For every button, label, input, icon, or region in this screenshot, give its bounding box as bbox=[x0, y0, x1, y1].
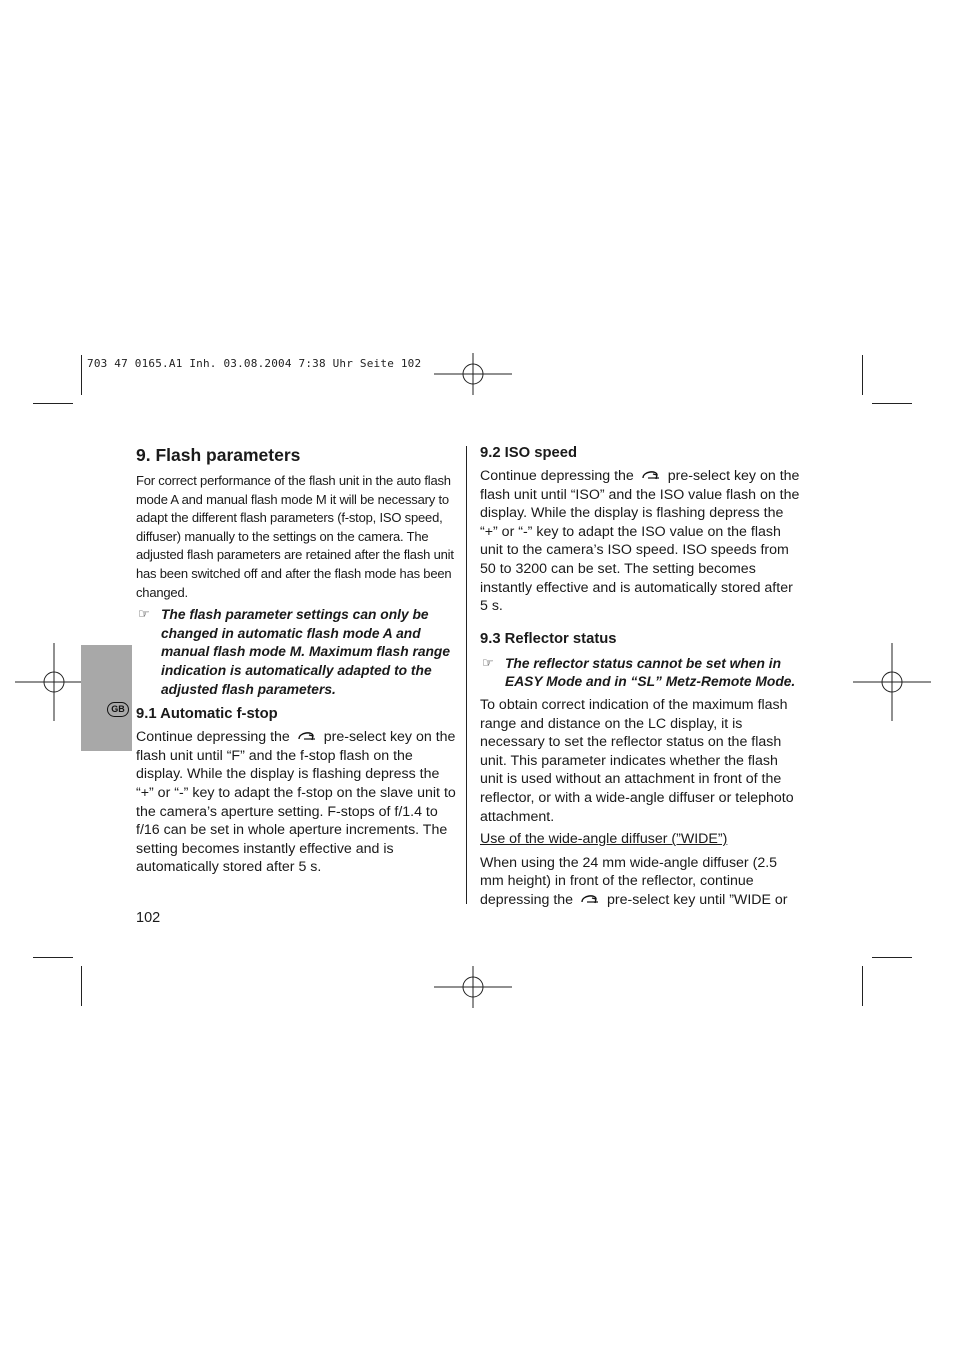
left-column bbox=[136, 444, 458, 877]
registration-mark-top bbox=[434, 335, 512, 413]
crop-mark-top-right-vertical bbox=[862, 355, 863, 395]
paragraph-reflector-status: To obtain correct indication of the maximum flash range and distance on the LC display, it is necessary to set the reflector status on the flash unit. This parameter indicates whether the flash unit is used without an attachment in front of the reflector, or with a wide-angle diffuser or telephoto attachment. bbox=[480, 696, 794, 825]
iso-text-start: Continue depressing the bbox=[480, 468, 634, 484]
rotate-arrow-key-icon bbox=[579, 893, 601, 905]
page-number: 102 bbox=[136, 910, 161, 926]
crop-mark-top-left-horizontal bbox=[33, 403, 73, 404]
subheading-reflector-status: 9.3 Reflector status bbox=[480, 630, 617, 647]
pointing-hand-icon: ☞ bbox=[482, 654, 494, 670]
print-slug: 703 47 0165.A1 Inh. 03.08.2004 7:38 Uhr Seite 102 bbox=[87, 357, 422, 370]
subheading-iso-speed: 9.2 ISO speed bbox=[480, 445, 578, 461]
language-badge: GB bbox=[107, 702, 129, 717]
note-reflector-status bbox=[480, 655, 802, 692]
fstop-text-end: pre-select key on the flash unit until “F” and the f-stop flash on the display. While the display is flashing depress the “+” or “-” key to adapt the f-stop on the slave unit to the camera’s aperture setting. F-stops of f/1.4 to f/16 can be set in whole aperture increments. The setting becomes instantly effective and is automatically stored after 5 s. bbox=[136, 729, 456, 876]
note-text: The reflector status cannot be set when in EASY Mode and in “SL” Metz-Remote Mode. bbox=[505, 655, 796, 690]
crop-mark-bottom-right-horizontal bbox=[872, 957, 912, 958]
crop-mark-top-left-vertical bbox=[81, 355, 82, 395]
rotate-arrow-key-icon bbox=[296, 730, 318, 742]
intro-paragraph: For correct performance of the flash unit in the auto flash mode A and manual flash mode M it will be necessary to adapt the different flash parameters (f-stop, ISO speed, diffuser) manually to the settings on the camera. The adjusted flash parameters are retained after the flash unit has been switched off and after the flash mode has been changed. bbox=[136, 473, 454, 600]
note-text: The flash parameter settings can only be changed in automatic flash mode A and manual flash mode M. Maximum flash range indication is automatically adapted to the adjusted flash parameters. bbox=[161, 607, 451, 697]
section-heading: 9. Flash parameters bbox=[136, 445, 301, 465]
crop-mark-bottom-right-vertical bbox=[862, 966, 863, 1006]
iso-text-end: pre-select key on the flash unit until “ISO” and the ISO value flash on the display. While the display is flashing depress the “+” or “-” key to adapt the ISO value on the flash unit to the camera’s ISO speed. ISO speeds from 50 to 3200 can be set. The setting becomes instantly effective and is automatically stored after 5 s. bbox=[480, 468, 800, 615]
paragraph-wide-angle-diffuser bbox=[480, 854, 802, 910]
crop-mark-bottom-left-vertical bbox=[81, 966, 82, 1006]
fstop-text-start: Continue depressing the bbox=[136, 729, 290, 746]
pointing-hand-icon: ☞ bbox=[138, 606, 150, 622]
right-column bbox=[480, 444, 802, 909]
rotate-arrow-key-icon bbox=[640, 469, 662, 481]
crop-mark-bottom-left-horizontal bbox=[33, 957, 73, 958]
subheading-wide-angle-diffuser: Use of the wide-angle diffuser (”WIDE”) bbox=[480, 831, 728, 848]
paragraph-automatic-fstop bbox=[136, 728, 458, 877]
wide-text-end: pre-select key until ”WIDE or bbox=[606, 891, 788, 908]
registration-mark-right bbox=[853, 643, 931, 721]
column-divider bbox=[466, 446, 467, 904]
registration-mark-bottom bbox=[434, 948, 512, 1026]
subheading-automatic-fstop: 9.1 Automatic f-stop bbox=[136, 706, 278, 723]
crop-mark-top-right-horizontal bbox=[872, 403, 912, 404]
language-tab bbox=[81, 645, 132, 751]
wide-text-start: When using the 24 mm wide-angle diffuser (2.5 mm height) in front of the reflector, continue depressing the bbox=[480, 854, 778, 908]
note-flash-parameters bbox=[136, 606, 458, 699]
paragraph-iso-speed bbox=[480, 467, 802, 616]
